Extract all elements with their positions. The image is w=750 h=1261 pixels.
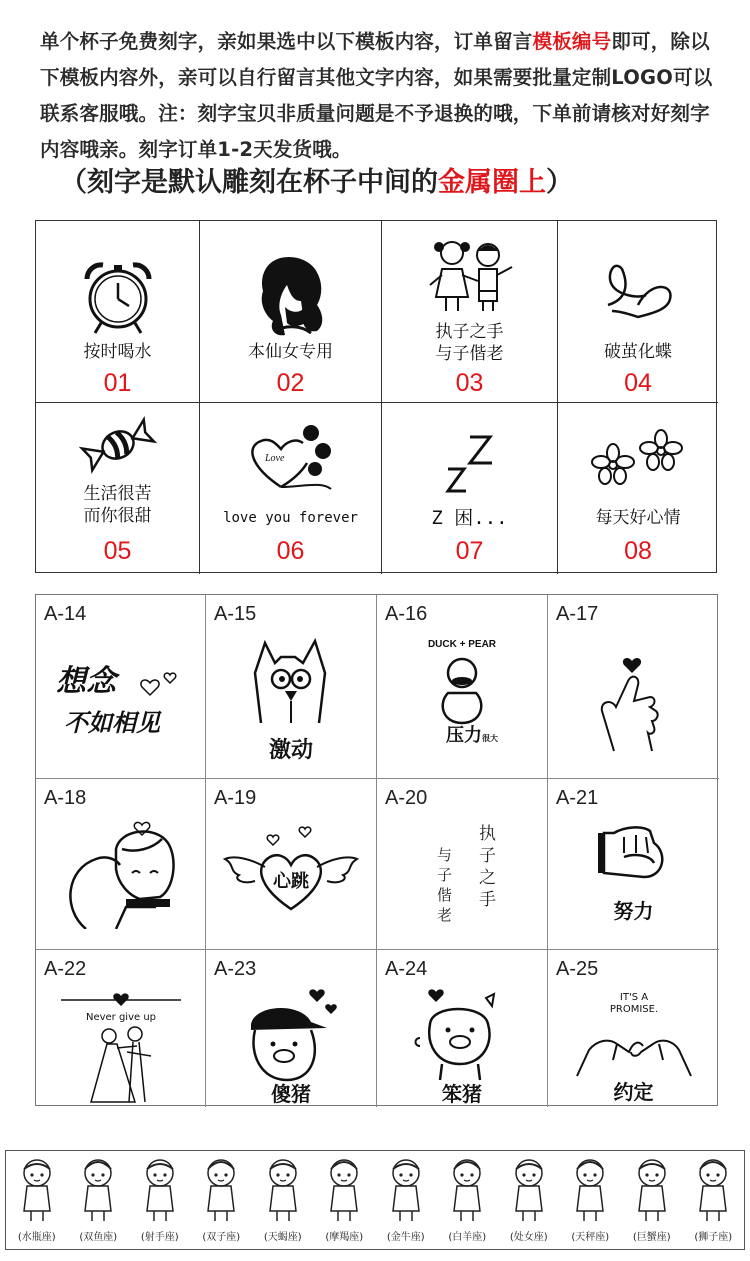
template-code: A-25 xyxy=(556,958,599,980)
zodiac-item[interactable] xyxy=(191,1151,253,1249)
zodiac-item[interactable] xyxy=(375,1151,437,1249)
zodiac-label: (狮子座) xyxy=(694,1232,733,1243)
art-text: 很大 xyxy=(482,734,498,743)
template-caption: 约定 xyxy=(613,1080,654,1104)
template-text-line: 执子之手 xyxy=(435,322,504,342)
template-text-line: 生活很苦 xyxy=(83,484,152,504)
template-text-line: love you forever xyxy=(223,510,358,526)
template-cell[interactable] xyxy=(206,779,377,950)
zodiac-figure-icon xyxy=(442,1155,492,1225)
template-code: A-22 xyxy=(44,958,87,980)
zodiac-label: (金牛座) xyxy=(386,1232,425,1243)
intro-highlight: 模板编号 xyxy=(532,30,612,53)
zodiac-label: (天蝎座) xyxy=(263,1232,302,1243)
zodiac-item[interactable] xyxy=(68,1151,130,1249)
headline-part1: （刻字是默认雕刻在杯子中间的 xyxy=(60,167,438,198)
template-code: A-15 xyxy=(214,603,257,625)
intro-text xyxy=(40,24,720,168)
zodiac-item[interactable] xyxy=(314,1151,376,1249)
zodiac-figure-icon xyxy=(319,1155,369,1225)
hug-couple-icon xyxy=(56,819,186,929)
headline xyxy=(60,163,700,203)
svg-text:Love: Love xyxy=(264,453,284,464)
zodiac-label: (白羊座) xyxy=(448,1232,487,1243)
art-text: 不如相见 xyxy=(63,709,160,737)
template-cell[interactable] xyxy=(382,221,558,403)
zodiac-figure-icon xyxy=(258,1155,308,1225)
zodiac-item[interactable] xyxy=(560,1151,622,1249)
template-cell[interactable] xyxy=(548,595,719,779)
template-cell[interactable] xyxy=(36,595,206,779)
template-caption: 努力 xyxy=(613,899,654,923)
art-text: 心跳 xyxy=(273,871,309,892)
duck-pear-icon xyxy=(412,633,512,743)
template-number: 07 xyxy=(455,537,484,565)
art-text: Never give up xyxy=(85,1012,156,1023)
zodiac-item[interactable] xyxy=(621,1151,683,1249)
zodiac-figure-icon xyxy=(196,1155,246,1225)
template-cell[interactable] xyxy=(377,779,548,950)
template-cell[interactable] xyxy=(200,403,382,574)
intro-part1: 单个杯子免费刻字，亲如果选中以下模板内容，订单留言 xyxy=(40,30,533,53)
zodiac-item[interactable] xyxy=(6,1151,68,1249)
art-text: 与子偕老 xyxy=(437,846,453,924)
template-cell[interactable] xyxy=(206,950,377,1107)
template-text-line: Z 困... xyxy=(431,507,508,529)
zodiac-label: (水瓶座) xyxy=(17,1232,56,1243)
dancing-couple-icon xyxy=(51,986,191,1106)
template-code: A-21 xyxy=(556,787,599,809)
miss-you-text-icon xyxy=(46,653,196,743)
girl-hair-icon xyxy=(251,251,331,341)
template-text-line: 而你很甜 xyxy=(83,506,152,526)
sleep-z-icon xyxy=(440,429,500,499)
template-code: A-19 xyxy=(214,787,257,809)
template-code: A-14 xyxy=(44,603,87,625)
pinky-promise-icon xyxy=(569,990,699,1080)
zodiac-figure-icon xyxy=(504,1155,554,1225)
art-text: DUCK + PEAR xyxy=(427,639,497,650)
zodiac-figure-icon xyxy=(73,1155,123,1225)
template-caption: 傻猪 xyxy=(271,1082,311,1106)
template-code: A-16 xyxy=(385,603,428,625)
template-grid-numbered xyxy=(35,220,717,573)
template-code: A-18 xyxy=(44,787,87,809)
zodiac-label: (天秤座) xyxy=(571,1232,610,1243)
candy-icon xyxy=(78,415,158,475)
chicken-icon xyxy=(241,633,341,733)
pig-bow-icon xyxy=(402,984,522,1084)
zodiac-label: (巨蟹座) xyxy=(632,1232,671,1243)
template-number: 02 xyxy=(276,369,305,397)
headline-highlight: 金属圈上 xyxy=(438,167,546,198)
template-cell[interactable] xyxy=(377,950,548,1107)
love-roses-icon xyxy=(241,417,341,497)
pig-cap-icon xyxy=(231,984,351,1084)
winged-heart-icon xyxy=(221,819,361,919)
template-text-line: 与子偕老 xyxy=(435,344,504,364)
zodiac-figure-icon xyxy=(381,1155,431,1225)
zodiac-figure-icon xyxy=(688,1155,738,1225)
fist-icon xyxy=(594,823,674,883)
template-code: A-24 xyxy=(385,958,428,980)
headline-part2: ） xyxy=(546,167,573,198)
template-number: 05 xyxy=(103,537,132,565)
zodiac-figure-icon xyxy=(135,1155,185,1225)
art-text: 想念 xyxy=(55,664,116,699)
zodiac-figure-icon xyxy=(627,1155,677,1225)
zodiac-item[interactable] xyxy=(498,1151,560,1249)
template-cell[interactable] xyxy=(36,779,206,950)
art-text: PROMISE. xyxy=(609,1004,658,1015)
template-number: 01 xyxy=(103,369,132,397)
calligraphy-icon xyxy=(419,823,509,933)
zodiac-figure-icon xyxy=(12,1155,62,1225)
zodiac-label: (双子座) xyxy=(202,1232,241,1243)
zodiac-label: (射手座) xyxy=(140,1232,179,1243)
template-cell[interactable] xyxy=(548,779,719,950)
art-text: 执子之手 xyxy=(479,824,496,910)
template-cell[interactable] xyxy=(36,221,200,403)
template-code: A-17 xyxy=(556,603,599,625)
zodiac-strip xyxy=(5,1150,745,1250)
finger-heart-icon xyxy=(594,641,674,761)
zodiac-item[interactable] xyxy=(129,1151,191,1249)
template-text-line: 每天好心情 xyxy=(595,508,681,528)
zodiac-label: (摩羯座) xyxy=(325,1232,364,1243)
template-code: A-20 xyxy=(385,787,428,809)
template-code: A-23 xyxy=(214,958,257,980)
template-caption: 激动 xyxy=(268,738,313,763)
template-cell[interactable] xyxy=(377,595,548,779)
template-cell[interactable] xyxy=(36,950,206,1107)
template-cell[interactable] xyxy=(558,221,718,403)
template-text-line: 按时喝水 xyxy=(83,342,152,362)
flowers-icon xyxy=(583,425,693,495)
template-number: 03 xyxy=(455,369,484,397)
heart-butterfly-icon xyxy=(598,255,678,325)
template-grid-a-series xyxy=(35,594,718,1106)
alarm-clock-icon xyxy=(73,251,163,341)
art-text: 压力 xyxy=(446,725,482,743)
intro-part2: 即可，除以下模板内容外，亲可以自行留言其他文字内容，如果需要批量定制LOGO可以联系客服哦。注：刻字宝贝非质量问题是不予退换的哦，下单前请核对好刻字内容哦亲。刻字订单1-2天发货哦。 xyxy=(40,30,713,161)
zodiac-figure-icon xyxy=(565,1155,615,1225)
zodiac-item[interactable] xyxy=(437,1151,499,1249)
zodiac-item[interactable] xyxy=(252,1151,314,1249)
couple-kids-icon xyxy=(420,237,520,317)
template-cell[interactable] xyxy=(558,403,718,574)
zodiac-label: (处女座) xyxy=(509,1232,548,1243)
template-cell[interactable] xyxy=(206,595,377,779)
template-cell[interactable] xyxy=(548,950,719,1107)
template-cell[interactable] xyxy=(200,221,382,403)
template-text-line: 本仙女专用 xyxy=(248,342,333,362)
template-cell[interactable] xyxy=(382,403,558,574)
art-text: IT'S A xyxy=(619,992,648,1003)
template-number: 04 xyxy=(624,369,652,397)
template-caption: 笨猪 xyxy=(442,1082,482,1106)
template-number: 08 xyxy=(624,537,652,565)
template-number: 06 xyxy=(276,537,305,565)
template-cell[interactable] xyxy=(36,403,200,574)
zodiac-item[interactable] xyxy=(683,1151,745,1249)
template-text-line: 破茧化蝶 xyxy=(604,342,672,362)
zodiac-label: (双鱼座) xyxy=(79,1232,118,1243)
